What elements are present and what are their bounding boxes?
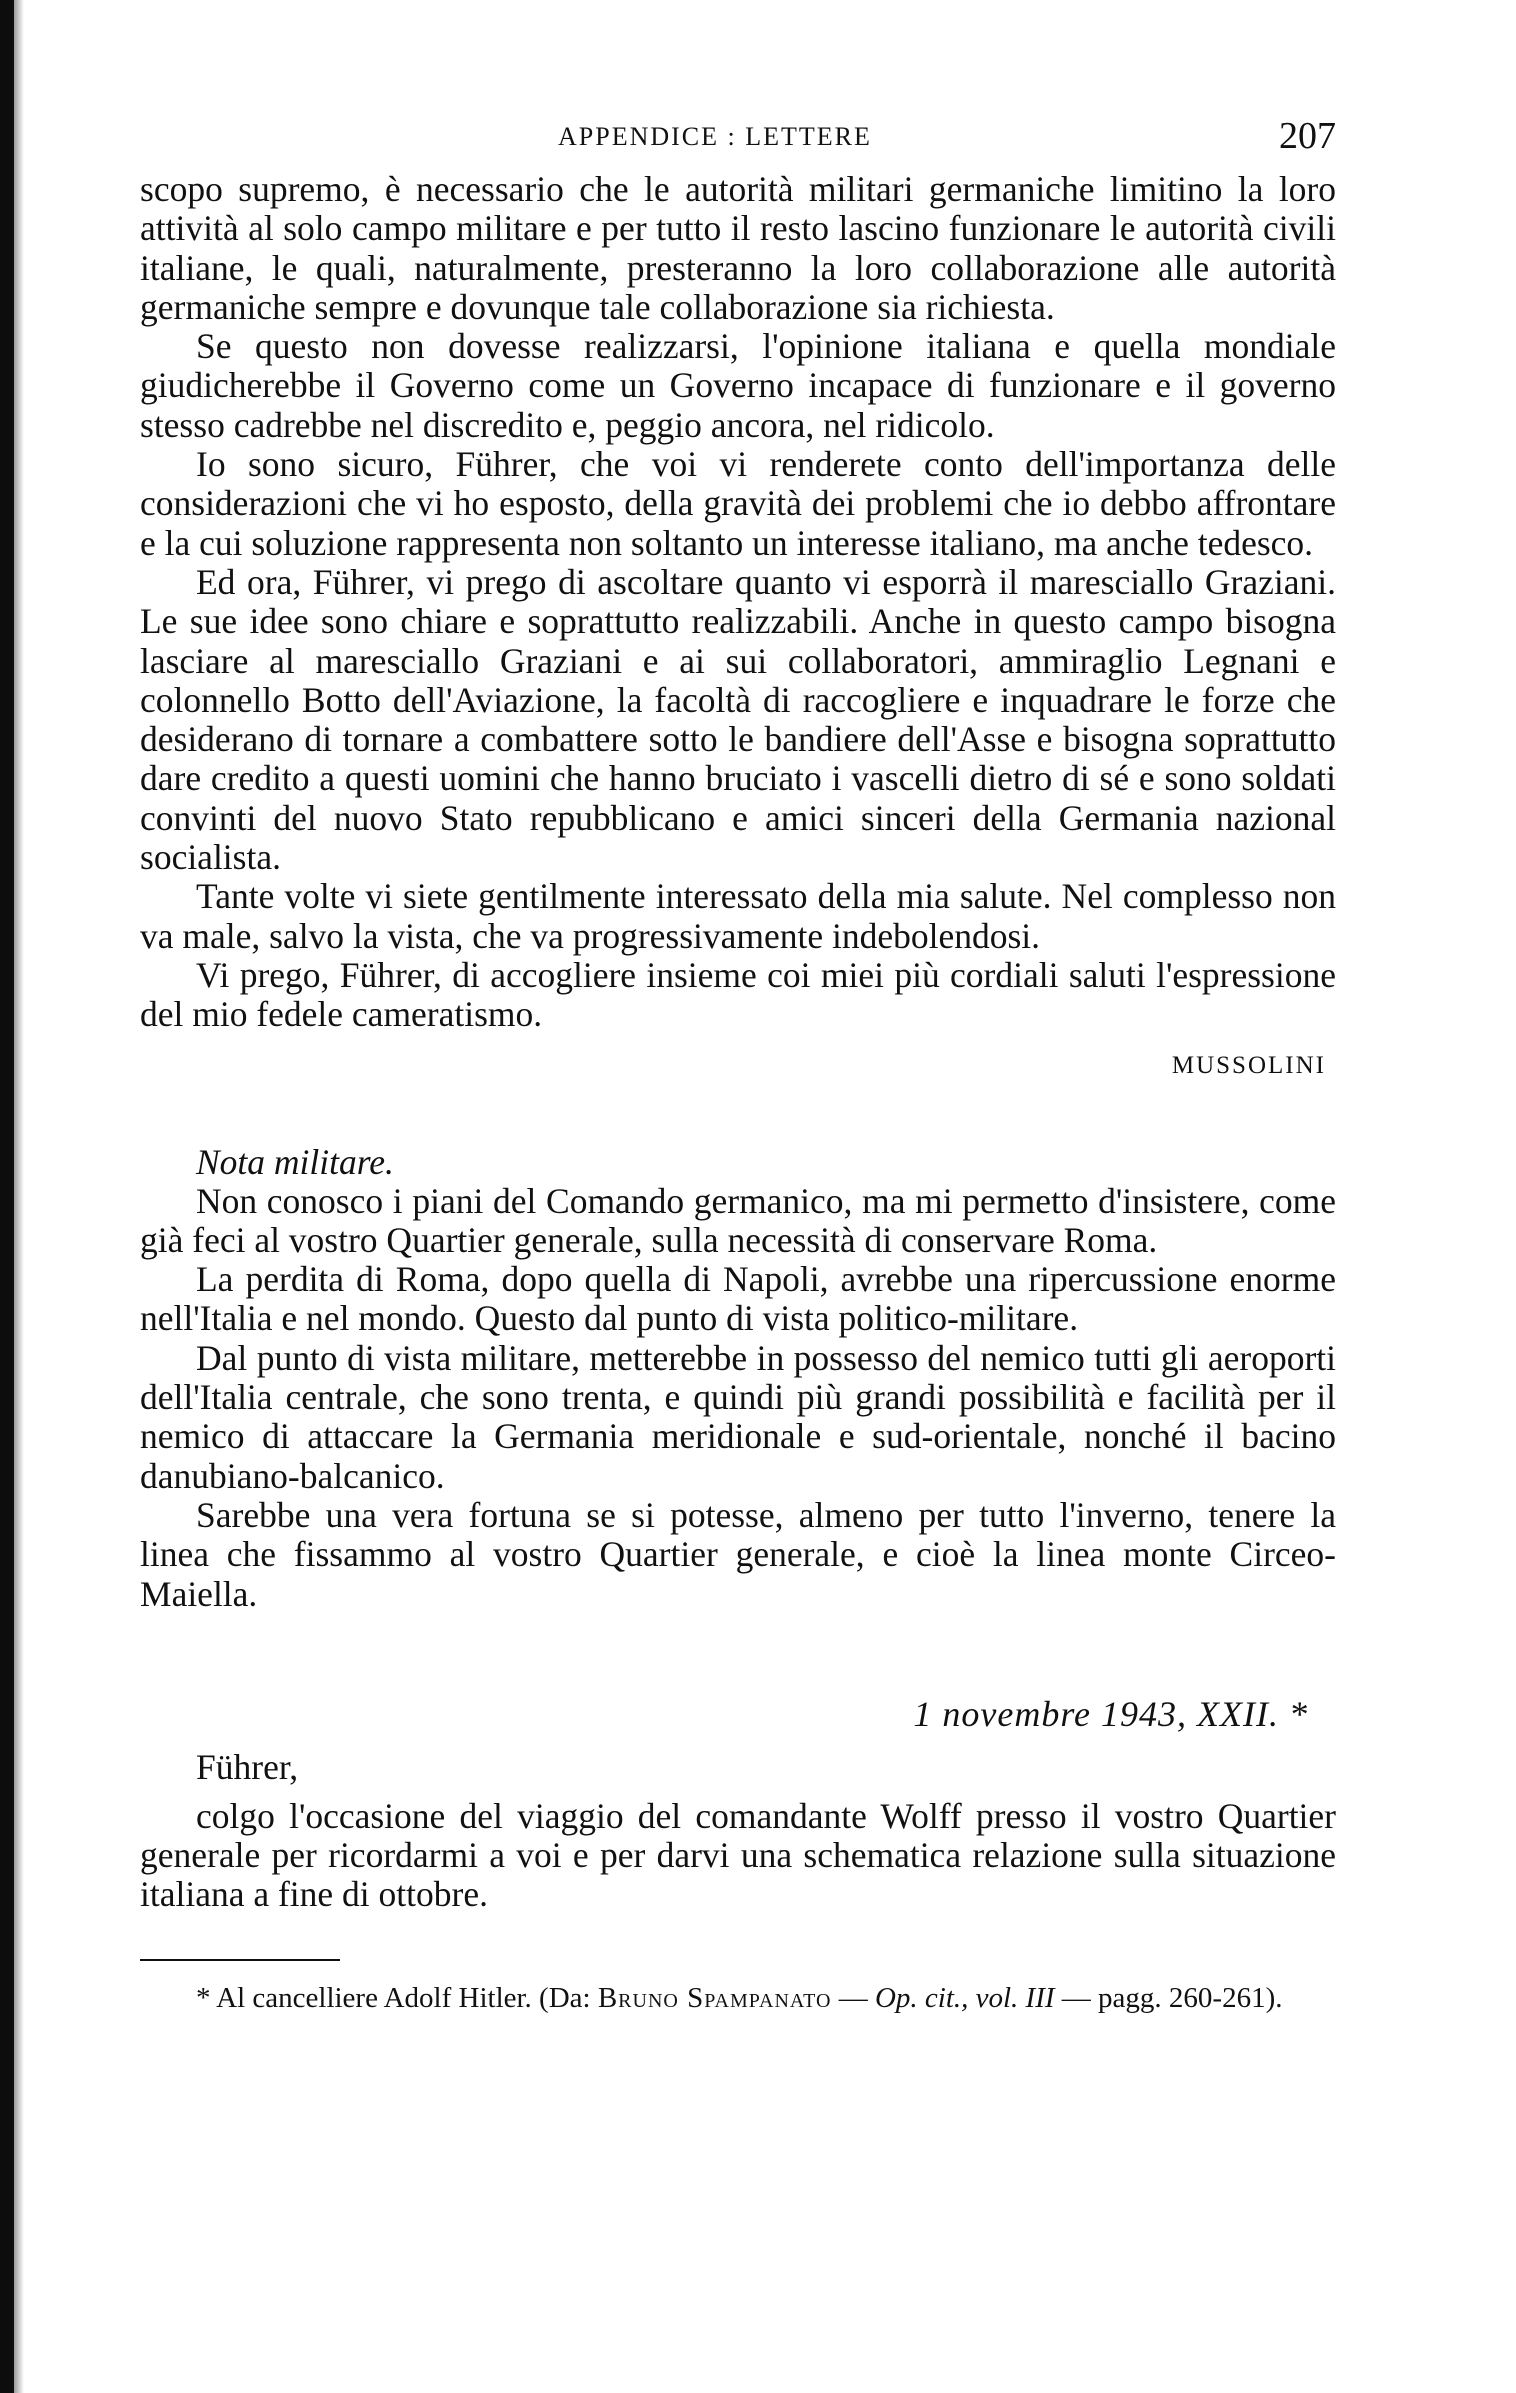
letter-1-body (140, 170, 1336, 1035)
letter-2-dateline: 1 novembre 1943, XXII. * (913, 1693, 1308, 1734)
footnote-author: Bruno Spampanato (597, 1981, 832, 2014)
footnote (140, 1979, 1336, 2017)
paragraph: scopo supremo, è necessario che le autorità militari germaniche limitino la loro attività al solo campo militare e per tutto il resto lascino funzionare le autorità civili italiane, le quali, naturalmente, presteranno la loro collaborazione alle autorità germaniche sempre e dovunque tale collaborazione sia richiesta. (140, 169, 1336, 327)
book-page (140, 110, 1336, 2017)
footnote-text: * Al cancelliere Adolf Hitler. (Da: (196, 1981, 591, 2014)
paragraph: La perdita di Roma, dopo quella di Napoli, avrebbe una ripercussione enorme nell'Italia e nel mondo. Questo dal punto di vista politico-militare. (140, 1259, 1336, 1339)
signature: MUSSOLINI (1171, 1051, 1326, 1079)
paragraph: Tante volte vi siete gentilmente interessato della mia salute. Nel complesso non va male, salvo la vista, che va progressivamente indebolendosi. (140, 876, 1336, 956)
footnote-rule (140, 1959, 340, 1961)
scan-edge-fade (14, 0, 24, 2393)
footnote-op-cit: Op. cit., vol. III (874, 1981, 1055, 2014)
running-title: APPENDICE : LETTERE (558, 122, 872, 151)
section-heading: Nota militare. (196, 1141, 394, 1182)
footnote-dash: — (838, 1981, 868, 2014)
paragraph: Se questo non dovesse realizzarsi, l'opinione italiana e quella mondiale giudicherebbe il Governo come un Governo incapace di funzionare e il governo stesso cadrebbe nel discredito e, peggio ancora, nel ridicolo. (140, 326, 1336, 445)
paragraph: Dal punto di vista militare, metterebbe in possesso del nemico tutti gli aeroporti dell'Italia centrale, che sono trenta, e quindi più grandi possibilità e facilità per il nemico di attaccare la Germania meridionale e sud-orientale, nonché il bacino danubiano-balcanico. (140, 1337, 1336, 1496)
paragraph: Sarebbe una vera fortuna se si potesse, almeno per tutto l'inverno, tenere la linea che fissammo al vostro Quartier generale, e cioè la linea monte Circeo-Maiella. (140, 1494, 1336, 1614)
paragraph: Io sono sicuro, Führer, che voi vi renderete conto dell'importanza delle considerazioni che vi ho esposto, della gravità dei problemi che io debbo affrontare e la cui soluzione rappresenta non soltanto un interesse italiano, ma anche tedesco. (140, 444, 1336, 563)
paragraph: Ed ora, Führer, vi prego di ascoltare quanto vi esporrà il maresciallo Graziani. Le sue idee sono chiare e soprattutto realizzabili. Anche in questo campo bisogna lasciare al maresciallo Graziani e ai sui collaboratori, ammiraglio Legnani e colonnello Botto dell'Aviazione, la facoltà di raccogliere e inquadrare le forze che desiderano di tornare a combattere sotto le bandiere dell'Asse e bisogna soprattutto dare credito a questi uomini che hanno bruciato i vascelli dietro di sé e sono soldati convinti del nuovo Stato repubblicano e amici sinceri della Germania nazional socialista. (140, 561, 1336, 878)
paragraph: Non conosco i piani del Comando germanico, ma mi permetto d'insistere, come già feci al vostro Quartier generale, sulla necessità di conservare Roma. (140, 1180, 1336, 1260)
paragraph: colgo l'occasione del viaggio del comandante Wolff presso il vostro Quartier generale per ricordarmi a voi e per darvi una schematica relazione sulla situazione italiana a fine di ottobre. (140, 1795, 1336, 1915)
military-note-body (140, 1182, 1336, 1614)
footnote-pages: — pagg. 260-261). (1061, 1981, 1283, 2014)
letter-2-body (140, 1797, 1336, 1915)
scan-edge-shadow (0, 0, 14, 2393)
paragraph: Vi prego, Führer, di accogliere insieme coi miei più cordiali saluti l'espressione del mio fedele cameratismo. (140, 954, 1336, 1035)
letter-2-salutation: Führer, (196, 1746, 299, 1787)
page-number: 207 (1279, 115, 1336, 157)
running-head (140, 110, 1336, 170)
